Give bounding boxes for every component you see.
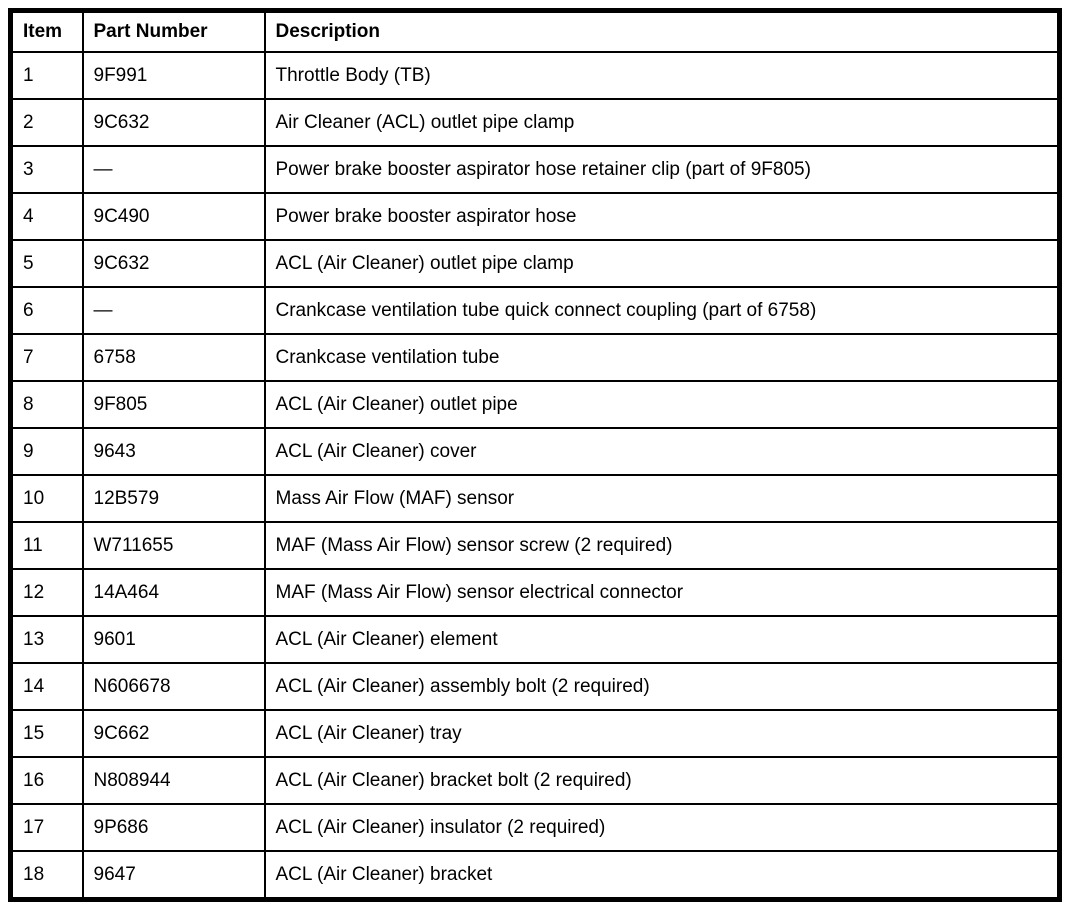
part-number-cell: 9F805 [83,381,265,428]
description-cell: Mass Air Flow (MAF) sensor [265,475,1060,522]
item-cell: 5 [11,240,83,287]
table-row [11,99,1060,146]
description-cell: Crankcase ventilation tube quick connect coupling (part of 6758) [265,287,1060,334]
part-number-cell: N808944 [83,757,265,804]
part-number-cell: 9C632 [83,99,265,146]
part-number-cell: N606678 [83,663,265,710]
item-cell: 9 [11,428,83,475]
description-cell: ACL (Air Cleaner) assembly bolt (2 required) [265,663,1060,710]
description-cell: Power brake booster aspirator hose retainer clip (part of 9F805) [265,146,1060,193]
table-row [11,146,1060,193]
description-cell: ACL (Air Cleaner) tray [265,710,1060,757]
column-header-part-number: Part Number [83,11,265,53]
item-cell: 14 [11,663,83,710]
part-number-cell: 6758 [83,334,265,381]
description-cell: ACL (Air Cleaner) outlet pipe clamp [265,240,1060,287]
part-number-cell: 14A464 [83,569,265,616]
part-number-cell: 9C662 [83,710,265,757]
description-cell: ACL (Air Cleaner) element [265,616,1060,663]
table-body [11,52,1060,900]
description-cell: Throttle Body (TB) [265,52,1060,99]
description-cell: ACL (Air Cleaner) bracket [265,851,1060,900]
item-cell: 15 [11,710,83,757]
item-cell: 18 [11,851,83,900]
part-number-cell: — [83,146,265,193]
parts-table [8,8,1062,902]
table-row [11,193,1060,240]
part-number-cell: 9C490 [83,193,265,240]
description-cell: ACL (Air Cleaner) outlet pipe [265,381,1060,428]
header-row [11,11,1060,53]
part-number-cell: 9647 [83,851,265,900]
part-number-cell: 9601 [83,616,265,663]
table-row [11,334,1060,381]
table-row [11,569,1060,616]
item-cell: 17 [11,804,83,851]
table-row [11,804,1060,851]
description-cell: Crankcase ventilation tube [265,334,1060,381]
part-number-cell: W711655 [83,522,265,569]
table-row [11,522,1060,569]
description-cell: Power brake booster aspirator hose [265,193,1060,240]
item-cell: 7 [11,334,83,381]
item-cell: 1 [11,52,83,99]
column-header-description: Description [265,11,1060,53]
table-row [11,240,1060,287]
description-cell: ACL (Air Cleaner) insulator (2 required) [265,804,1060,851]
description-cell: Air Cleaner (ACL) outlet pipe clamp [265,99,1060,146]
description-cell: ACL (Air Cleaner) cover [265,428,1060,475]
description-cell: ACL (Air Cleaner) bracket bolt (2 required) [265,757,1060,804]
table-row [11,710,1060,757]
part-number-cell: 9P686 [83,804,265,851]
item-cell: 3 [11,146,83,193]
part-number-cell: 9C632 [83,240,265,287]
description-cell: MAF (Mass Air Flow) sensor electrical connector [265,569,1060,616]
item-cell: 6 [11,287,83,334]
table-row [11,428,1060,475]
item-cell: 8 [11,381,83,428]
table-row [11,663,1060,710]
part-number-cell: 9643 [83,428,265,475]
table-row [11,381,1060,428]
part-number-cell: — [83,287,265,334]
item-cell: 10 [11,475,83,522]
item-cell: 11 [11,522,83,569]
item-cell: 12 [11,569,83,616]
table-row [11,616,1060,663]
column-header-item: Item [11,11,83,53]
table-row [11,851,1060,900]
table-row [11,757,1060,804]
item-cell: 13 [11,616,83,663]
table-row [11,475,1060,522]
item-cell: 4 [11,193,83,240]
table-row [11,52,1060,99]
description-cell: MAF (Mass Air Flow) sensor screw (2 required) [265,522,1060,569]
table-row [11,287,1060,334]
item-cell: 16 [11,757,83,804]
part-number-cell: 12B579 [83,475,265,522]
part-number-cell: 9F991 [83,52,265,99]
item-cell: 2 [11,99,83,146]
